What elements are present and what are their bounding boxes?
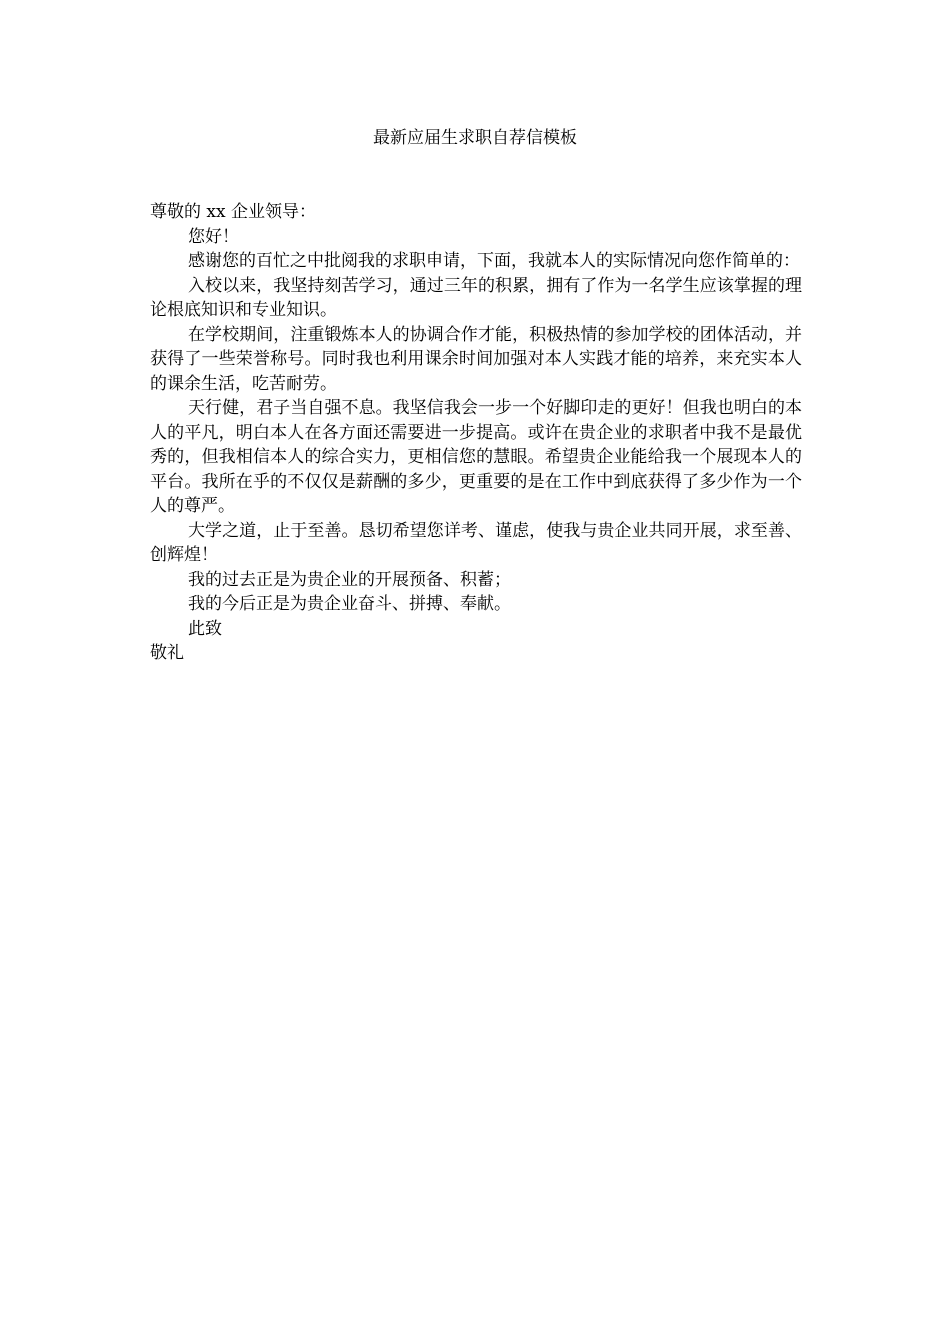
- closing-jingli: 敬礼: [150, 643, 184, 663]
- closing-cizhi: 此致: [188, 618, 222, 639]
- paragraph-future: 我的今后正是为贵企业奋斗、拼搏、奉献。: [188, 594, 511, 614]
- paragraph-activities: 在学校期间，注重锻炼本人的协调合作才能，积极热情的参加学校的团体活动，并获得了一些荣誉称号。同时我也利用课余时间加强对本人实践才能的培养，来充实本人的课余生活，吃苦耐劳。: [150, 324, 802, 394]
- greeting: 您好！: [188, 226, 239, 247]
- paragraph-study: 入校以来，我坚持刻苦学习，通过三年的积累，拥有了作为一名学生应该掌握的理论根底知识和专业知识。: [150, 275, 802, 320]
- paragraph-intro: 感谢您的百忙之中批阅我的求职申请，下面，我就本人的实际情况向您作简单的：: [188, 251, 800, 271]
- document-title: 最新应届生求职自荐信模板: [373, 128, 577, 148]
- paragraph-past: 我的过去正是为贵企业的开展预备、积蓄；: [188, 569, 511, 590]
- salutation: 尊敬的 xx 企业领导：: [150, 202, 316, 222]
- paragraph-ambition: 天行健，君子当自强不息。我坚信我会一步一个好脚印走的更好！但我也明白的本人的平凡，明白本人在各方面还需要进一步提高。或许在贵企业的求职者中我不是最优秀的，但我相信本人的综合实力，更相信您的慧眼。希望贵企业能给我一个展现本人的平台。我所在乎的不仅仅是薪酬的多少，更重要的是在工作中到底获得了多少作为一个人的尊严。: [150, 398, 802, 516]
- paragraph-hope: 大学之道，止于至善。恳切希望您详考、谨虑，使我与贵企业共同开展，求至善、创辉煌！: [150, 520, 802, 565]
- letter-body: [150, 200, 802, 666]
